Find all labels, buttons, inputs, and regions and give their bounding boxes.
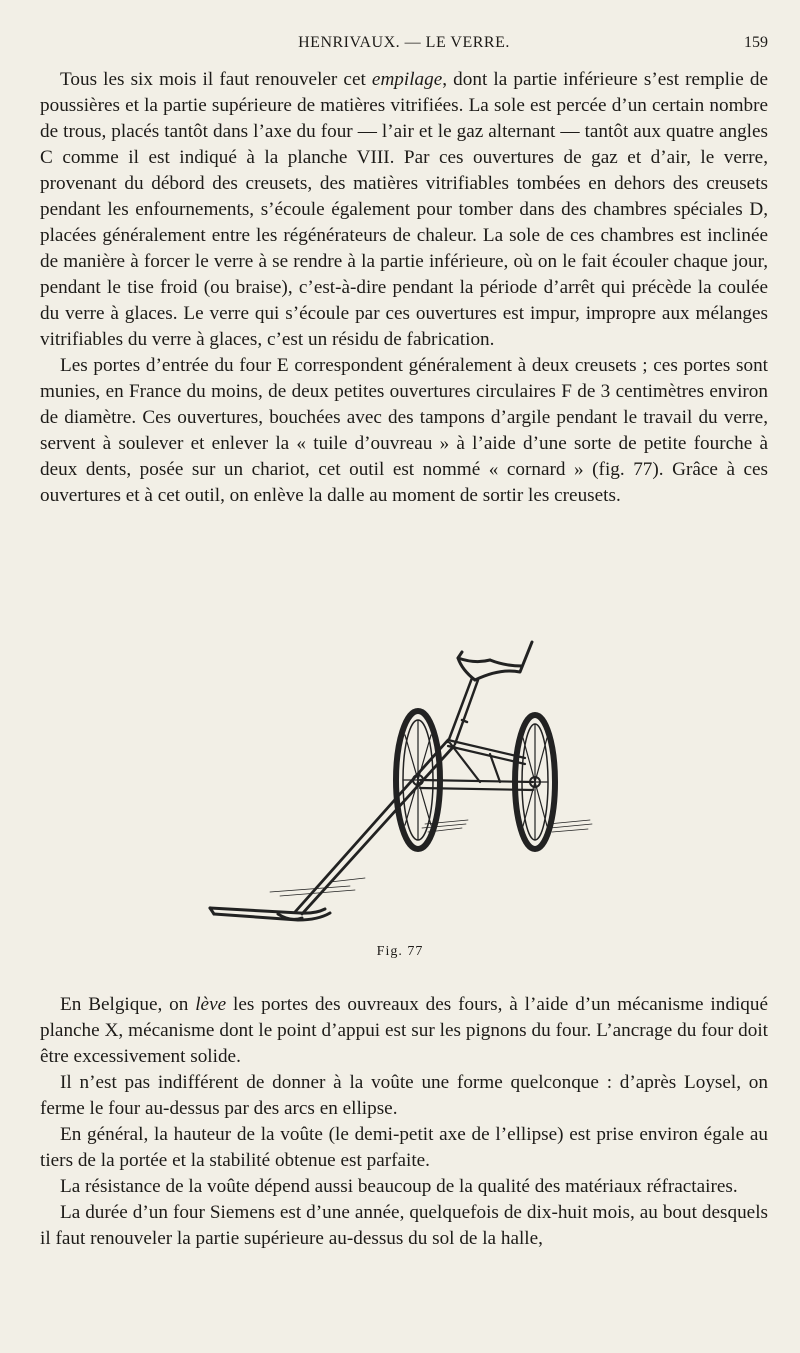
paragraph-text: La durée d’un four Siemens est d’une année, quelquefois de dix-huit mois, au bout desquels il faut renouveler la partie supérieure au-dessus du sol de la halle, — [40, 1202, 768, 1249]
paragraph-text: En Belgique, on — [60, 994, 196, 1015]
paragraph — [40, 1200, 768, 1252]
text-block-top — [40, 67, 768, 509]
paragraph-text: Tous les six mois il faut renouveler cet — [60, 69, 372, 90]
paragraph — [40, 1070, 768, 1122]
figure-cornard — [200, 630, 600, 930]
emphasis-text: empilage — [371, 69, 443, 90]
ground-fork — [210, 908, 330, 920]
handle-post — [448, 678, 478, 744]
paragraph — [40, 1122, 768, 1174]
paragraph — [40, 67, 768, 353]
text-block-bottom — [40, 992, 768, 1252]
paragraph-text: Les portes d’entrée du four E correspondent généralement à deux creusets ; ces portes sont munies, en France du moins, de deux petites ouvertures circulaires F de 3 centimètres environ de diamètre. Ces ouvertures, bouchées avec des tampons d’argile pendant le travail du verre, servent à soulever et enlever la « tuile d’ouvreau » à l’aide d’une sorte de petite fourche à deux dents, posée sur un chariot, cet outil est nommé « cornard » (fig. 77). Grâce à ces ouvertures et à cet outil, on enlève la dalle au moment de sortir les creusets. — [40, 355, 768, 506]
running-title: HENRIVAUX. — LE VERRE. — [298, 34, 510, 51]
paragraph — [40, 353, 768, 509]
paragraph-text: , dont la partie inférieure s’est remplie de poussières et la partie supérieure de matières vitrifiées. La sole est percée d’un certain nombre de trous, placés tantôt dans l’axe du four — l’air et le gaz alternant — tantôt aux quatre angles C comme il est indiqué à la planche VIII. Par ces ouvertures de gaz et d’air, le verre, provenant du débord des creusets, des matières vitrifiables tombées en dehors des creusets pendant les enfournements, s’écoule également pour tomber dans des chambres spéciales D, placées généralement entre les régénérateurs de chaleur. La sole de ces chambres est inclinée de manière à forcer le verre à se rendre à la partie inférieure, où on le fait écouler chaque jour, pendant le tise froid (ou braise), c’est-à-dire pendant la période d’arrêt qui précède la coulée du verre à glaces. Le verre qui s’écoule par ces ouvertures est impur, impropre aux mélanges vitrifiables du verre à glaces, c’est un résidu de fabrication. — [40, 69, 768, 350]
paragraph-text: Il n’est pas indifférent de donner à la voûte une forme quelconque : d’après Loysel, on ferme le four au-dessus par des arcs en ellipse. — [40, 1072, 768, 1119]
figure-caption: Fig. 77 — [376, 944, 424, 959]
paragraph-text: La résistance de la voûte dépend aussi beaucoup de la qualité des matériaux réfractaires. — [60, 1176, 738, 1197]
emphasis-text: lève — [195, 994, 227, 1015]
page-header — [40, 30, 768, 60]
top-fork — [458, 642, 532, 680]
page-number: 159 — [744, 34, 768, 51]
cornard-illustration — [200, 630, 600, 930]
paragraph — [40, 1174, 768, 1200]
paragraph-text: les portes des ouvreaux des fours, à l’aide d’un mécanisme indiqué planche X, mécanisme dont le point d’appui est sur les pignons du four. L’ancrage du four doit être excessivement solide. — [40, 994, 768, 1067]
paragraph-text: En général, la hauteur de la voûte (le demi-petit axe de l’ellipse) est prise environ égale au tiers de la portée et la stabilité obtenue est parfaite. — [40, 1124, 768, 1171]
paragraph — [40, 992, 768, 1070]
